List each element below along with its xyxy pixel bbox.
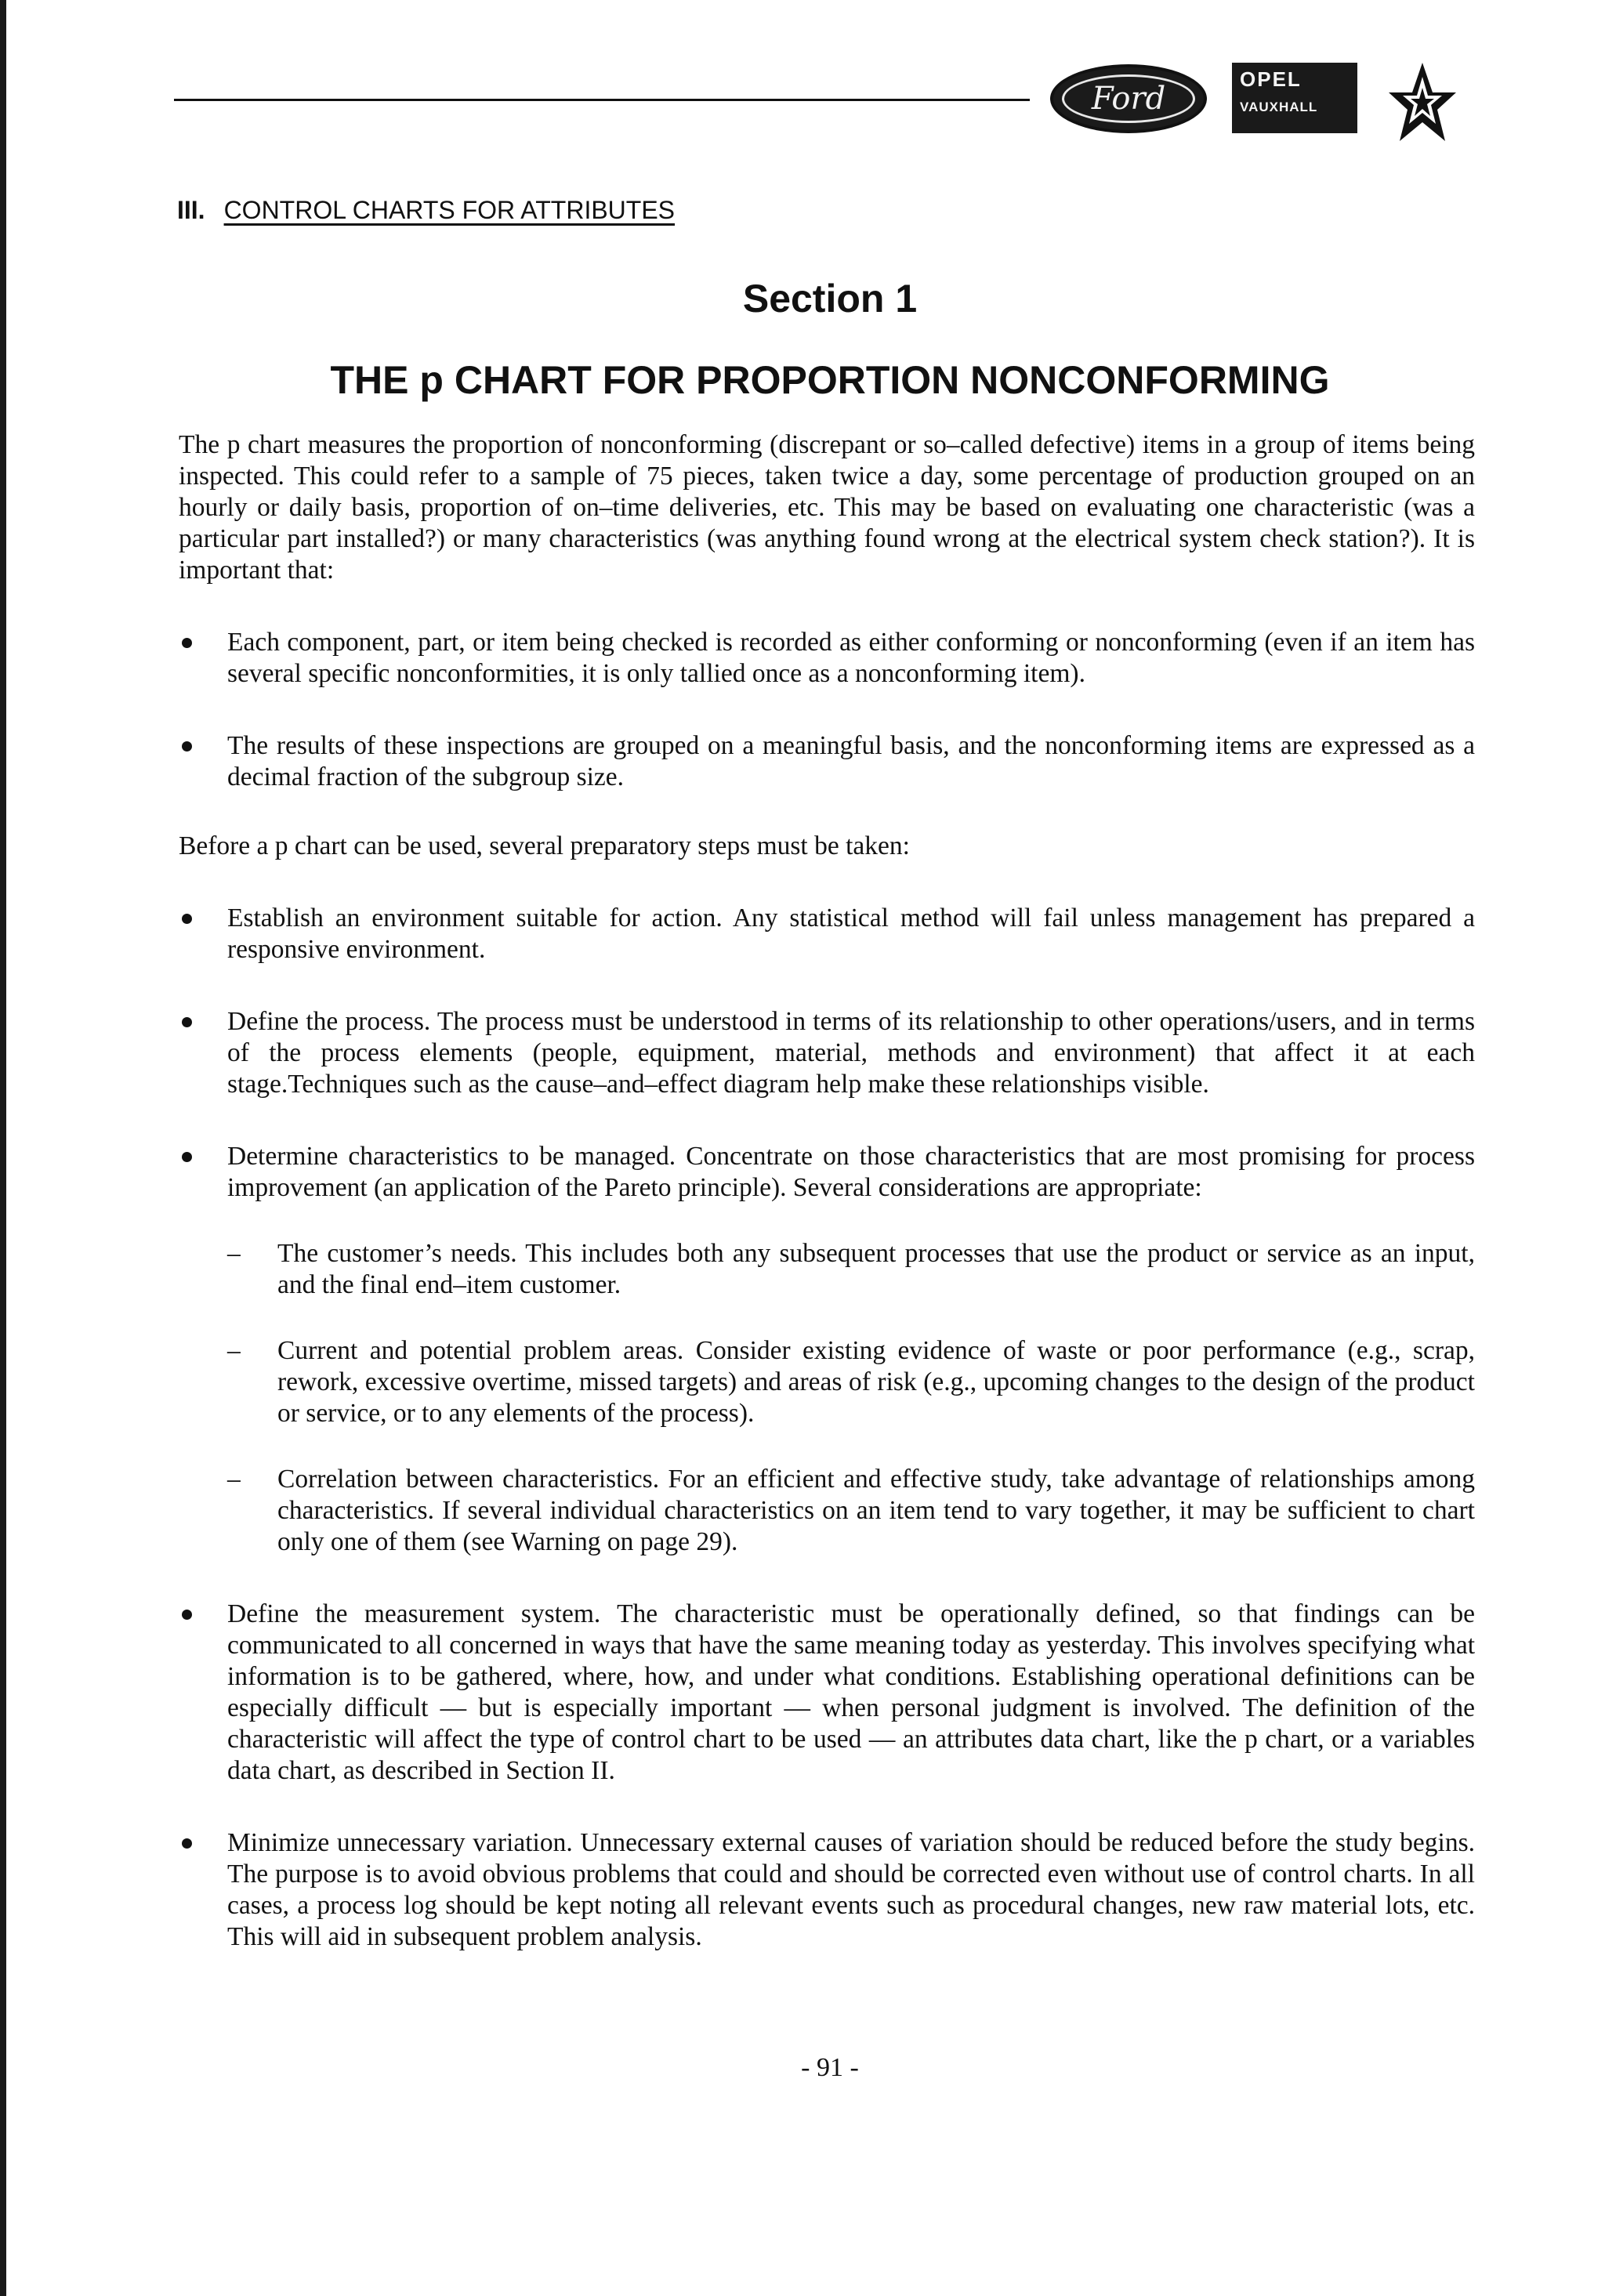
important-list	[179, 627, 1475, 793]
list-item: Minimize unnecessary variation. Unnecessary external causes of variation should be reduced before the study begins. The purpose is to avoid obvious problems that could and should be corrected even without use of control charts. In all cases, a process log should be kept noting all relevant events such as procedural changes, new raw material lots, etc. This will aid in subsequent problem analysis.	[179, 1827, 1475, 1953]
considerations-list	[227, 1238, 1475, 1558]
sub-list-item: – Correlation between characteristics. For an efficient and effective study, take advantage of relationships among characteristics. If several individual characteristics on an item tend to vary together, it may be sufficient to chart only one of them (see Warning on page 29).	[227, 1464, 1475, 1558]
list-item: Establish an environment suitable for action. Any statistical method will fail unless management has prepared a responsive environment.	[179, 903, 1475, 965]
list-item: Define the process. The process must be understood in terms of its relationship to other operations/users, and in terms of the process elements (people, equipment, material, methods and environment) that affect it at each stage.Techniques such as the cause–and–effect diagram help make these relationships visible.	[179, 1006, 1475, 1100]
vauxhall-logo-text: VAUXHALL	[1240, 100, 1318, 114]
header-rule	[174, 99, 1030, 101]
page-number: - 91 -	[801, 2053, 859, 2082]
header-logos	[1050, 61, 1458, 147]
opel-logo-text: OPEL	[1240, 67, 1302, 91]
preparatory-intro: Before a p chart can be used, several preparatory steps must be taken:	[179, 831, 910, 860]
sub-list-item: – Current and potential problem areas. Consider existing evidence of waste or poor performance (e.g., scrap, rework, excessive overtime, missed targets) and areas of risk (e.g., upcoming changes to the design of the product or service, or to any elements of the process).	[227, 1335, 1475, 1429]
body-content	[179, 429, 1475, 1994]
sub-list-item: – The customer’s needs. This includes both any subsequent processes that use the product or service as an input, and the final end–item customer.	[227, 1238, 1475, 1301]
section-number: Section 1	[742, 277, 918, 320]
ford-logo-text: Ford	[1091, 81, 1166, 117]
list-item-determine-characteristics	[179, 1141, 1475, 1558]
intro-paragraph: The p chart measures the proportion of nonconforming (discrepant or so–called defective) items in a group of items being inspected. This could refer to a sample of 75 pieces, taken twice a day, some percentage of production grouped on an hourly or daily basis, proportion of on–time deliveries, etc. This may be based on evaluating one characteristic (was a particular part installed?) or many characteristics (was anything found wrong at the electrical system check station?). It is important that:	[179, 430, 1475, 585]
list-item-text: Determine characteristics to be managed. Concentrate on those characteristics that are most promising for process improvement (an application of the Pareto principle). Several considerations are appropriate:	[227, 1142, 1475, 1202]
page-title: THE p CHART FOR PROPORTION NONCONFORMING	[330, 358, 1330, 402]
section-heading-text: CONTROL CHARTS FOR ATTRIBUTES	[223, 196, 676, 224]
section-roman-number: III.	[177, 196, 205, 224]
list-item: Each component, part, or item being checked is recorded as either conforming or nonconforming (even if an item has several specific nonconformities, it is only tallied once as a nonconforming item).	[179, 627, 1475, 690]
pentastar-icon	[1387, 61, 1458, 143]
ford-logo	[1050, 64, 1207, 133]
preparatory-steps-list	[179, 903, 1475, 1953]
opel-vauxhall-logo	[1232, 63, 1357, 133]
list-item: The results of these inspections are grouped on a meaningful basis, and the nonconforming items are expressed as a decimal fraction of the subgroup size.	[179, 730, 1475, 793]
scan-edge	[0, 0, 6, 2296]
list-item: Define the measurement system. The characteristic must be operationally defined, so that findings can be communicated to all concerned in ways that have the same meaning today as yesterday. This involves specifying what information is to be gathered, where, how, and under what conditions. Establishing operational definitions can be especially difficult — but is especially important — when personal judgment is involved. The definition of the characteristic will affect the type of control chart to be used — an attributes data chart, like the p chart, or a variables data chart, as described in Section II.	[179, 1599, 1475, 1787]
section-heading	[177, 196, 675, 225]
